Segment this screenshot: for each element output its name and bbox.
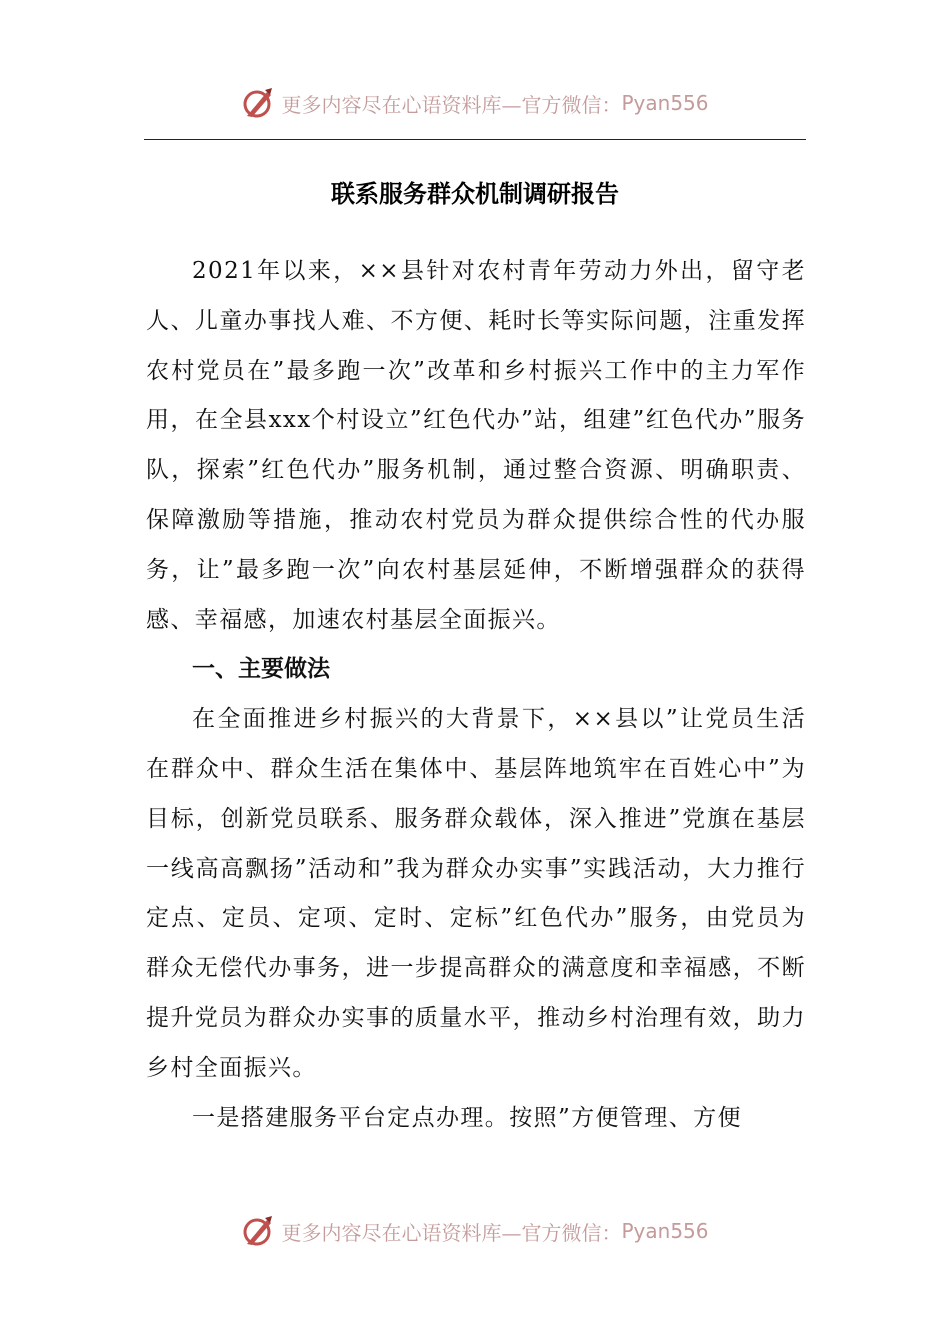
footer-watermark — [0, 1211, 950, 1251]
section-heading: 一、主要做法 — [192, 656, 330, 683]
watermark-handle: Pyan556 — [621, 1219, 709, 1243]
pen-logo-icon — [241, 86, 275, 120]
intro-paragraph: 2021年以来，××县针对农村青年劳动力外出，留守老人、儿童办事找人难、不方便、耗时长等实际问题，注重发挥农村党员在”最多跑一次”改革和乡村振兴工作中的主力军作用，在全县xxx个村设立”红色代办”站，组建”红色代办”服务队，探索”红色代办”服务机制，通过整合资源、明确职责、保障激励等措施，推动农村党员为群众提供综合性的代办服务，让”最多跑一次”向农村基层延伸，不断增强群众的获得感、幸福感，加速农村基层全面振兴。 — [146, 258, 806, 633]
header-divider — [144, 139, 806, 140]
pen-logo-icon — [241, 1214, 275, 1248]
watermark-handle: Pyan556 — [621, 91, 709, 115]
document-body — [146, 247, 806, 1143]
watermark-prefix: 更多内容尽在心语资料库—官方微信： — [281, 1220, 622, 1245]
body-paragraph: 一是搭建服务平台定点办理。按照”方便管理、方便 — [192, 1104, 742, 1131]
watermark-prefix: 更多内容尽在心语资料库—官方微信： — [281, 92, 622, 117]
header-watermark — [0, 83, 950, 123]
body-paragraph: 在全面推进乡村振兴的大背景下，××县以”让党员生活在群众中、群众生活在集体中、基层阵地筑牢在百姓心中”为目标，创新党员联系、服务群众载体，深入推进”党旗在基层一线高高飘扬”活动和”我为群众办实事”实践活动，大力推行定点、定员、定项、定时、定标”红色代办”服务，由党员为群众无偿代办事务，进一步提高群众的满意度和幸福感，不断提升党员为群众办实事的质量水平，推动乡村治理有效，助力乡村全面振兴。 — [146, 706, 806, 1081]
document-title: 联系服务群众机制调研报告 — [331, 180, 619, 208]
